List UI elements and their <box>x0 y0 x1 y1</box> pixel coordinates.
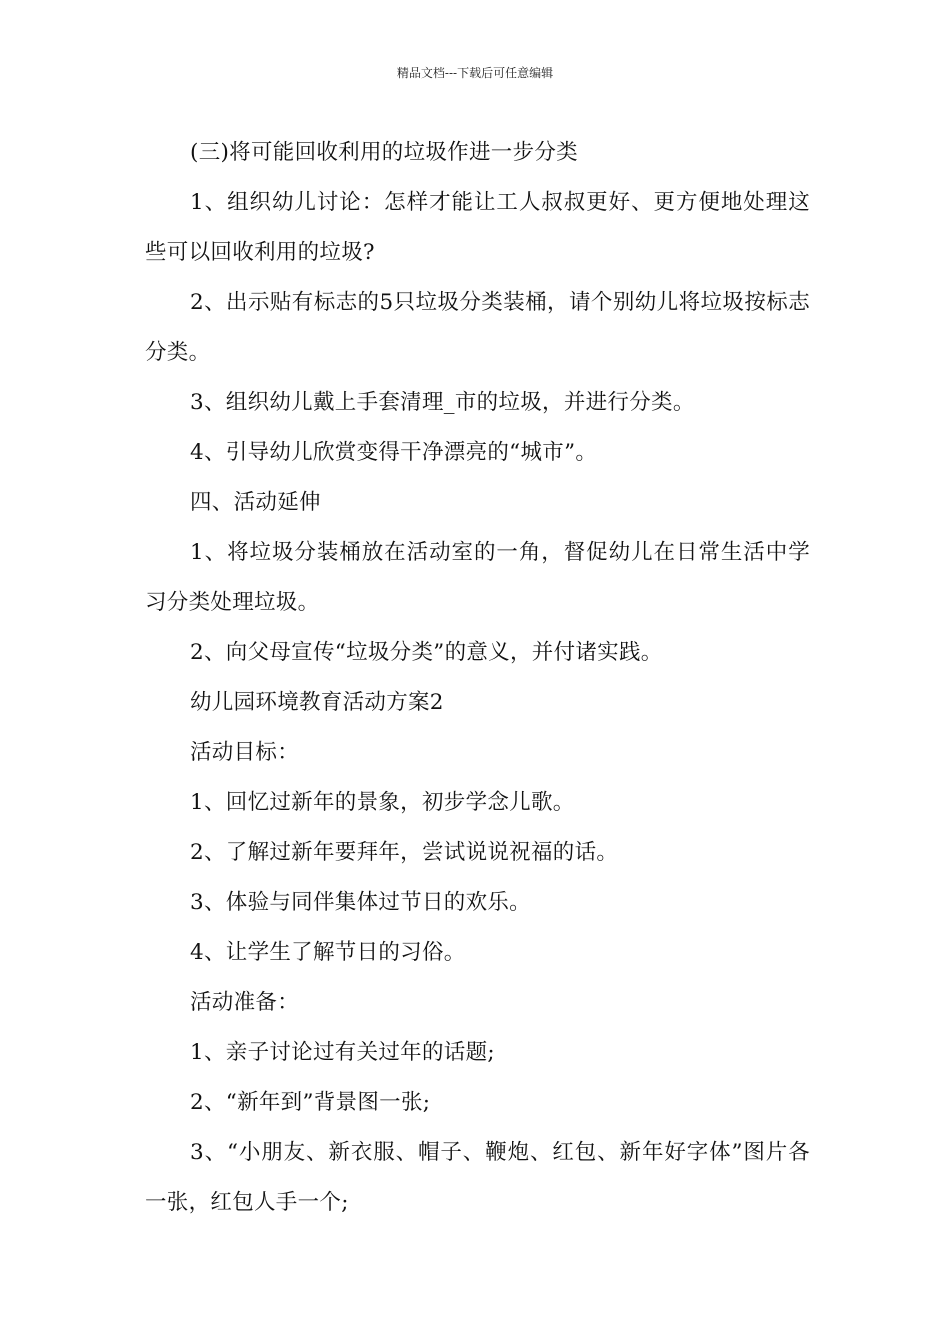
paragraph: 2、“新年到”背景图一张; <box>190 1090 431 1115</box>
paragraph: 3、“小朋友、新衣服、帽子、鞭炮、红包、新年好字体”图片各一张，红包人手一个; <box>145 1140 810 1215</box>
paragraph: 3、体验与同伴集体过节日的欢乐。 <box>190 890 531 915</box>
paragraph: 2、向父母宣传“垃圾分类”的意义，并付诸实践。 <box>190 640 663 665</box>
section-heading: 四、活动延伸 <box>190 490 321 515</box>
paragraph: 1、将垃圾分装桶放在活动室的一角，督促幼儿在日常生活中学习分类处理垃圾。 <box>145 540 810 615</box>
paragraph: 1、组织幼儿讨论：怎样才能让工人叔叔更好、更方便地处理这些可以回收利用的垃圾? <box>145 190 810 265</box>
paragraph: 1、亲子讨论过有关过年的话题; <box>190 1040 495 1065</box>
paragraph: 3、组织幼儿戴上手套清理_市的垃圾，并进行分类。 <box>190 390 695 415</box>
document-title: 幼儿园环境教育活动方案2 <box>190 690 444 715</box>
paragraph: 2、了解过新年要拜年，尝试说说祝福的话。 <box>190 840 619 865</box>
paragraph: 2、出示贴有标志的5只垃圾分类装桶，请个别幼儿将垃圾按标志分类。 <box>145 290 810 365</box>
paragraph: 4、引导幼儿欣赏变得干净漂亮的“城市”。 <box>190 440 598 465</box>
section-heading: 活动目标： <box>190 740 300 765</box>
paragraph: 4、让学生了解节日的习俗。 <box>190 940 466 965</box>
paragraph: 1、回忆过新年的景象，初步学念儿歌。 <box>190 790 575 815</box>
page-header: 精品文档---下载后可任意编辑 <box>396 66 554 80</box>
document-body <box>145 128 810 1228</box>
section-heading: 活动准备： <box>190 990 300 1015</box>
section-heading: (三)将可能回收利用的垃圾作进一步分类 <box>190 140 578 165</box>
